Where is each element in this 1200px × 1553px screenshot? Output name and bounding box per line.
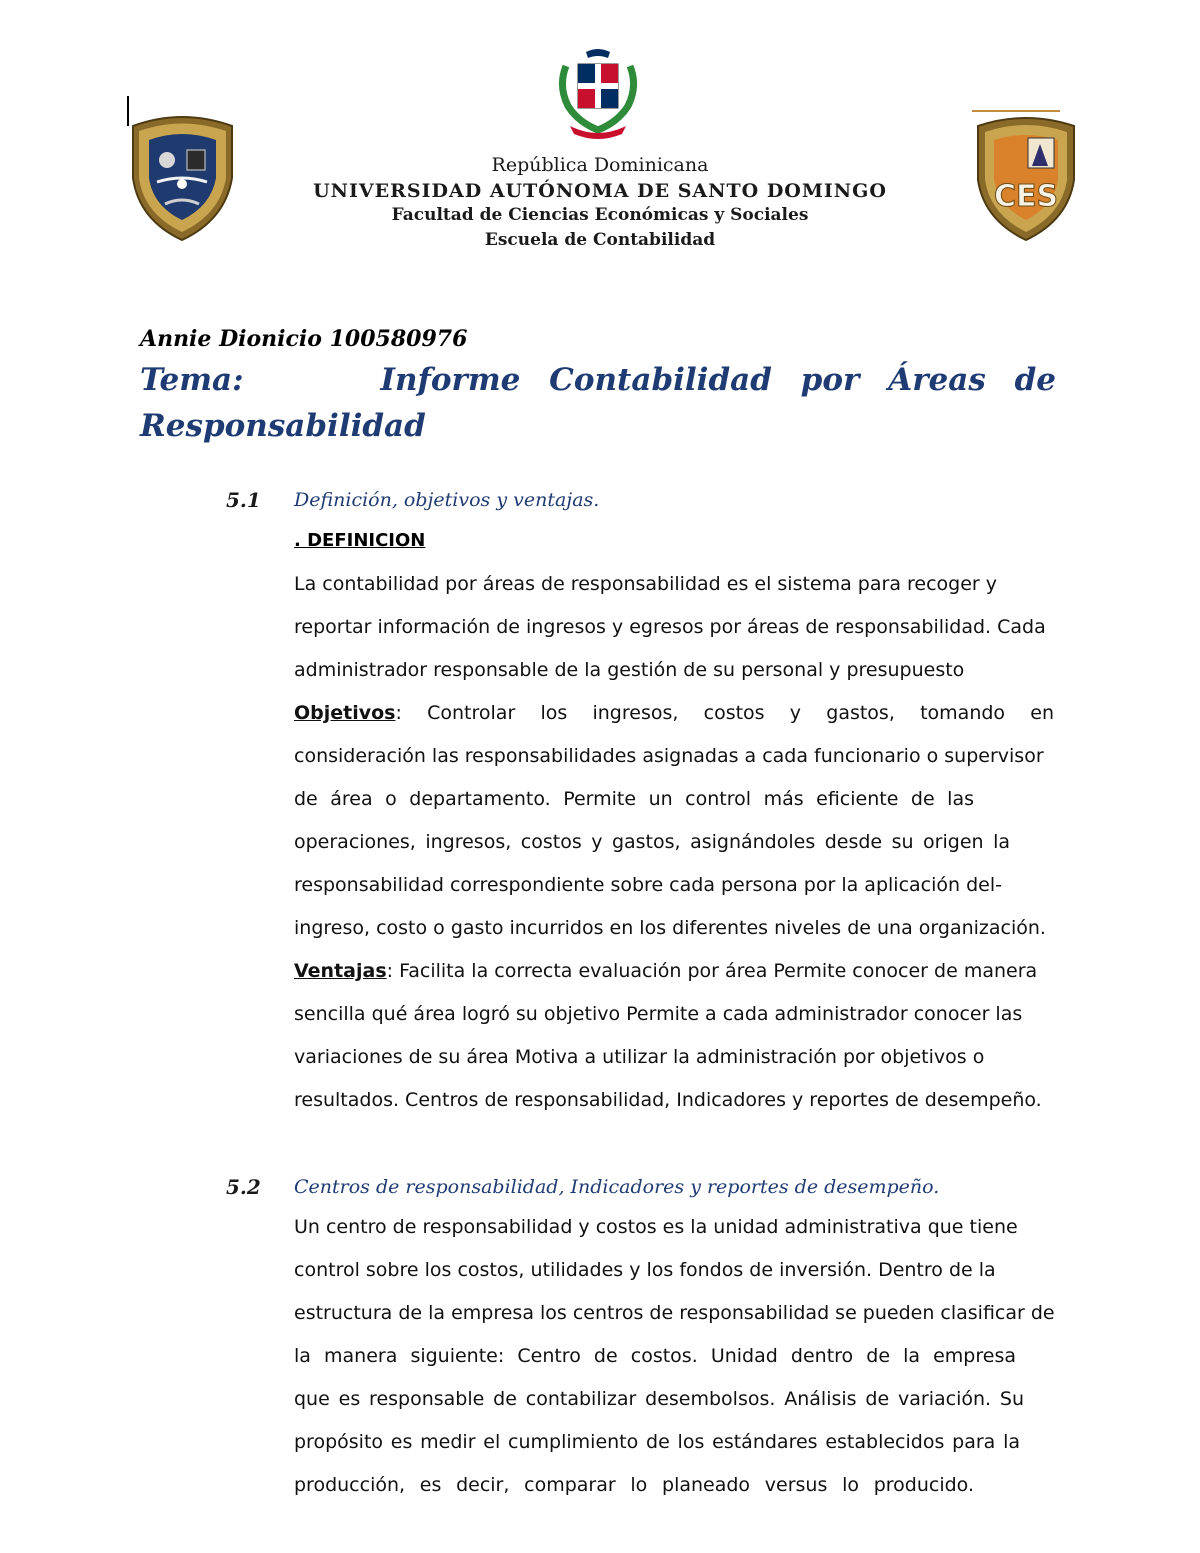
faculty-heading: Facultad de Ciencias Económicas y Sociales [391, 205, 809, 225]
paragraph-line: sencilla qué área logró su objetivo Permite a cada administrador conocer las [294, 1003, 1023, 1025]
paragraph-line: resultados. Centros de responsabilidad, Indicadores y reportes de desempeño. [294, 1089, 1042, 1111]
objetivos-text: : Controlar los ingresos, costos y gastos, tomando en [395, 702, 1054, 724]
objetivos-label: Objetivos [294, 702, 396, 724]
section-number: 5.2 [226, 1175, 261, 1199]
definition-heading: . DEFINICION [294, 530, 426, 551]
paragraph-line: de área o departamento. Permite un control más eficiente de las [294, 788, 974, 810]
paragraph-line: producción, es decir, comparar lo planeado versus lo producido. [294, 1474, 974, 1496]
section-title: Centros de responsabilidad, Indicadores y reportes de desempeño. [294, 1176, 940, 1198]
paragraph-line: la manera siguiente: Centro de costos. Unidad dentro de la empresa [294, 1345, 1016, 1367]
paragraph-line [294, 960, 1054, 982]
author-line: Annie Dionicio 100580976 [140, 326, 468, 352]
tema-label: Tema: [140, 362, 244, 398]
paragraph-line: que es responsable de contabilizar desembolsos. Análisis de variación. Su [294, 1388, 1024, 1410]
tema-title-line1: Informe Contabilidad por Áreas de [380, 362, 1056, 398]
paragraph-line: responsabilidad correspondiente sobre cada persona por la aplicación del- [294, 874, 1002, 896]
paragraph-line: operaciones, ingresos, costos y gastos, asignándoles desde su origen la [294, 831, 1010, 853]
coat-of-arms-logo [548, 46, 648, 146]
paragraph-line: control sobre los costos, utilidades y los fondos de inversión. Dentro de la [294, 1259, 996, 1281]
school-heading: Escuela de Contabilidad [484, 230, 716, 250]
paragraph-line: variaciones de su área Motiva a utilizar la administración por objetivos o [294, 1046, 985, 1068]
university-heading: UNIVERSIDAD AUTÓNOMA DE SANTO DOMINGO [313, 180, 887, 202]
ventajas-text: : Facilita la correcta evaluación por área Permite conocer de manera [386, 960, 1038, 982]
country-heading: República Dominicana [491, 154, 709, 176]
section-title: Definición, objetivos y ventajas. [294, 489, 600, 511]
paragraph-line [294, 702, 1054, 724]
ventajas-label: Ventajas [294, 960, 387, 982]
ces-seal-text: CES [993, 179, 1059, 214]
section-number: 5.1 [226, 488, 261, 512]
paragraph-line: consideración las responsabilidades asignadas a cada funcionario o supervisor [294, 745, 1044, 767]
paragraph-line: Un centro de responsabilidad y costos es la unidad administrativa que tiene [294, 1216, 1018, 1238]
paragraph-line: La contabilidad por áreas de responsabilidad es el sistema para recoger y [294, 573, 997, 595]
paragraph-line: estructura de la empresa los centros de responsabilidad se pueden clasificar de [294, 1302, 1055, 1324]
tema-title-line2: Responsabilidad [140, 408, 426, 444]
paragraph-line: administrador responsable de la gestión de su personal y presupuesto [294, 659, 965, 681]
paragraph-line: ingreso, costo o gasto incurridos en los diferentes niveles de una organización. [294, 917, 1046, 939]
paragraph-line: reportar información de ingresos y egresos por áreas de responsabilidad. Cada [294, 616, 1046, 638]
paragraph-line: propósito es medir el cumplimiento de los estándares establecidos para la [294, 1431, 1020, 1453]
